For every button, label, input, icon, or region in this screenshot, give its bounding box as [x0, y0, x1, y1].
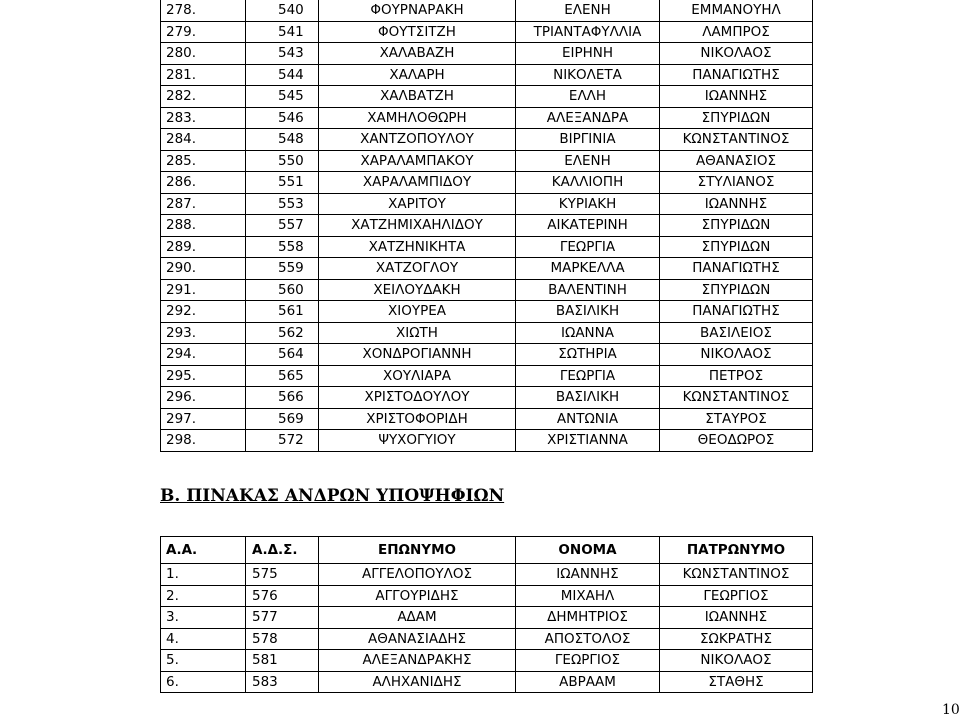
table-row [161, 430, 813, 452]
surname-cell: ΧΑΡΙΤΟΥ [319, 193, 516, 215]
table-row [161, 585, 813, 607]
registry-number-cell: 544 [246, 64, 319, 86]
first-name-cell: ΜΑΡΚΕΛΛΑ [516, 258, 660, 280]
header-father-name: ΠΑΤΡΩΝΥΜΟ [660, 537, 813, 564]
registry-number-cell: 558 [246, 236, 319, 258]
surname-cell: ΧΑΤΖΟΓΛΟΥ [319, 258, 516, 280]
table-row [161, 258, 813, 280]
surname-cell: ΧΡΙΣΤΟΔΟΥΛΟΥ [319, 387, 516, 409]
surname-cell: ΧΕΙΛΟΥΔΑΚΗ [319, 279, 516, 301]
row-number-cell: 2. [161, 585, 246, 607]
registry-number-cell: 557 [246, 215, 319, 237]
surname-cell: ΧΑΝΤΖΟΠΟΥΛΟΥ [319, 129, 516, 151]
row-number-cell: 282. [161, 86, 246, 108]
table-row [161, 43, 813, 65]
table-row [161, 107, 813, 129]
first-name-cell: ΑΠΟΣΤΟΛΟΣ [516, 628, 660, 650]
row-number-cell: 278. [161, 0, 246, 21]
registry-number-cell: 577 [246, 607, 319, 629]
row-number-cell: 293. [161, 322, 246, 344]
table-row [161, 628, 813, 650]
registry-number-cell: 562 [246, 322, 319, 344]
row-number-cell: 295. [161, 365, 246, 387]
surname-cell: ΦΟΥΤΣΙΤΖΗ [319, 21, 516, 43]
table-row [161, 129, 813, 151]
first-name-cell: ΑΝΤΩΝΙΑ [516, 408, 660, 430]
row-number-cell: 298. [161, 430, 246, 452]
father-name-cell: ΙΩΑΝΝΗΣ [660, 193, 813, 215]
first-name-cell: ΕΙΡΗΝΗ [516, 43, 660, 65]
father-name-cell: ΝΙΚΟΛΑΟΣ [660, 650, 813, 672]
row-number-cell: 281. [161, 64, 246, 86]
father-name-cell: ΚΩΝΣΤΑΝΤΙΝΟΣ [660, 387, 813, 409]
registry-number-cell: 545 [246, 86, 319, 108]
surname-cell: ΧΑΛΑΒΑΖΗ [319, 43, 516, 65]
row-number-cell: 280. [161, 43, 246, 65]
father-name-cell: ΘΕΟΔΩΡΟΣ [660, 430, 813, 452]
header-name: ΟΝΟΜΑ [516, 537, 660, 564]
surname-cell: ΨΥΧΟΓΥΙΟΥ [319, 430, 516, 452]
father-name-cell: ΙΩΑΝΝΗΣ [660, 607, 813, 629]
first-name-cell: ΕΛΕΝΗ [516, 150, 660, 172]
father-name-cell: ΛΑΜΠΡΟΣ [660, 21, 813, 43]
row-number-cell: 289. [161, 236, 246, 258]
table-row [161, 301, 813, 323]
surname-cell: ΑΘΑΝΑΣΙΑΔΗΣ [319, 628, 516, 650]
row-number-cell: 296. [161, 387, 246, 409]
father-name-cell: ΣΠΥΡΙΔΩΝ [660, 215, 813, 237]
row-number-cell: 279. [161, 21, 246, 43]
table-row [161, 193, 813, 215]
first-name-cell: ΕΛΛΗ [516, 86, 660, 108]
father-name-cell: ΣΠΥΡΙΔΩΝ [660, 107, 813, 129]
registry-number-cell: 550 [246, 150, 319, 172]
table-row [161, 215, 813, 237]
table-row [161, 365, 813, 387]
registry-number-cell: 581 [246, 650, 319, 672]
surname-cell: ΧΑΤΖΗΜΙΧΑΗΛΙΔΟΥ [319, 215, 516, 237]
first-name-cell: ΑΛΕΞΑΝΔΡΑ [516, 107, 660, 129]
father-name-cell: ΝΙΚΟΛΑΟΣ [660, 344, 813, 366]
table-row [161, 671, 813, 693]
father-name-cell: ΙΩΑΝΝΗΣ [660, 86, 813, 108]
first-name-cell: ΣΩΤΗΡΙΑ [516, 344, 660, 366]
first-name-cell: ΓΕΩΡΓΙΑ [516, 236, 660, 258]
first-name-cell: ΙΩΑΝΝΑ [516, 322, 660, 344]
registry-number-cell: 572 [246, 430, 319, 452]
table-row [161, 408, 813, 430]
registry-number-cell: 578 [246, 628, 319, 650]
father-name-cell: ΚΩΝΣΤΑΝΤΙΝΟΣ [660, 564, 813, 586]
registry-number-cell: 553 [246, 193, 319, 215]
row-number-cell: 291. [161, 279, 246, 301]
section-heading: Β. ΠΙΝΑΚΑΣ ΑΝΔΡΩΝ ΥΠΟΨΗΦΙΩΝ [160, 486, 505, 506]
registry-number-cell: 548 [246, 129, 319, 151]
first-name-cell: ΔΗΜΗΤΡΙΟΣ [516, 607, 660, 629]
table-row [161, 86, 813, 108]
row-number-cell: 3. [161, 607, 246, 629]
table-row [161, 21, 813, 43]
first-name-cell: ΒΙΡΓΙΝΙΑ [516, 129, 660, 151]
row-number-cell: 5. [161, 650, 246, 672]
father-name-cell: ΝΙΚΟΛΑΟΣ [660, 43, 813, 65]
row-number-cell: 283. [161, 107, 246, 129]
table-row [161, 322, 813, 344]
row-number-cell: 287. [161, 193, 246, 215]
registry-number-cell: 559 [246, 258, 319, 280]
row-number-cell: 294. [161, 344, 246, 366]
father-name-cell: ΓΕΩΡΓΙΟΣ [660, 585, 813, 607]
table-row [161, 650, 813, 672]
first-name-cell: ΒΑΛΕΝΤΙΝΗ [516, 279, 660, 301]
registry-number-cell: 541 [246, 21, 319, 43]
surname-cell: ΧΑΜΗΛΟΘΩΡΗ [319, 107, 516, 129]
father-name-cell: ΣΤΑΘΗΣ [660, 671, 813, 693]
candidates-table-continued [160, 0, 813, 452]
father-name-cell: ΠΕΤΡΟΣ [660, 365, 813, 387]
surname-cell: ΧΑΛΒΑΤΖΗ [319, 86, 516, 108]
table-row [161, 172, 813, 194]
first-name-cell: ΒΑΣΙΛΙΚΗ [516, 387, 660, 409]
first-name-cell: ΝΙΚΟΛΕΤΑ [516, 64, 660, 86]
father-name-cell: ΠΑΝΑΓΙΩΤΗΣ [660, 258, 813, 280]
registry-number-cell: 569 [246, 408, 319, 430]
surname-cell: ΑΓΓΟΥΡΙΔΗΣ [319, 585, 516, 607]
surname-cell: ΧΟΝΔΡΟΓΙΑΝΝΗ [319, 344, 516, 366]
table-row [161, 279, 813, 301]
row-number-cell: 292. [161, 301, 246, 323]
registry-number-cell: 543 [246, 43, 319, 65]
father-name-cell: ΚΩΝΣΤΑΝΤΙΝΟΣ [660, 129, 813, 151]
header-ads: Α.Δ.Σ. [246, 537, 319, 564]
surname-cell: ΦΟΥΡΝΑΡΑΚΗ [319, 0, 516, 21]
first-name-cell: ΜΙΧΑΗΛ [516, 585, 660, 607]
father-name-cell: ΣΠΥΡΙΔΩΝ [660, 279, 813, 301]
surname-cell: ΧΑΡΑΛΑΜΠΙΔΟΥ [319, 172, 516, 194]
surname-cell: ΧΟΥΛΙΑΡΑ [319, 365, 516, 387]
row-number-cell: 284. [161, 129, 246, 151]
registry-number-cell: 575 [246, 564, 319, 586]
surname-cell: ΧΑΡΑΛΑΜΠΑΚΟΥ [319, 150, 516, 172]
registry-number-cell: 565 [246, 365, 319, 387]
father-name-cell: ΠΑΝΑΓΙΩΤΗΣ [660, 301, 813, 323]
table-row [161, 64, 813, 86]
father-name-cell: ΣΤΥΛΙΑΝΟΣ [660, 172, 813, 194]
surname-cell: ΧΙΩΤΗ [319, 322, 516, 344]
registry-number-cell: 546 [246, 107, 319, 129]
first-name-cell: ΚΑΛΛΙΟΠΗ [516, 172, 660, 194]
row-number-cell: 4. [161, 628, 246, 650]
first-name-cell: ΤΡΙΑΝΤΑΦΥΛΛΙΑ [516, 21, 660, 43]
registry-number-cell: 561 [246, 301, 319, 323]
registry-number-cell: 583 [246, 671, 319, 693]
father-name-cell: ΣΩΚΡΑΤΗΣ [660, 628, 813, 650]
father-name-cell: ΑΘΑΝΑΣΙΟΣ [660, 150, 813, 172]
row-number-cell: 1. [161, 564, 246, 586]
father-name-cell: ΣΠΥΡΙΔΩΝ [660, 236, 813, 258]
surname-cell: ΑΛΕΞΑΝΔΡΑΚΗΣ [319, 650, 516, 672]
registry-number-cell: 560 [246, 279, 319, 301]
surname-cell: ΧΡΙΣΤΟΦΟΡΙΔΗ [319, 408, 516, 430]
table-row [161, 607, 813, 629]
first-name-cell: ΓΕΩΡΓΙΟΣ [516, 650, 660, 672]
surname-cell: ΧΑΛΑΡΗ [319, 64, 516, 86]
male-candidates-table [160, 536, 813, 693]
header-aa: Α.Α. [161, 537, 246, 564]
father-name-cell: ΣΤΑΥΡΟΣ [660, 408, 813, 430]
table-row [161, 150, 813, 172]
first-name-cell: ΕΛΕΝΗ [516, 0, 660, 21]
first-name-cell: ΙΩΑΝΝΗΣ [516, 564, 660, 586]
registry-number-cell: 576 [246, 585, 319, 607]
father-name-cell: ΒΑΣΙΛΕΙΟΣ [660, 322, 813, 344]
surname-cell: ΑΔΑΜ [319, 607, 516, 629]
row-number-cell: 286. [161, 172, 246, 194]
table-row [161, 0, 813, 21]
row-number-cell: 285. [161, 150, 246, 172]
row-number-cell: 297. [161, 408, 246, 430]
first-name-cell: ΑΙΚΑΤΕΡΙΝΗ [516, 215, 660, 237]
father-name-cell: ΕΜΜΑΝΟΥΗΛ [660, 0, 813, 21]
father-name-cell: ΠΑΝΑΓΙΩΤΗΣ [660, 64, 813, 86]
surname-cell: ΧΙΟΥΡΕΑ [319, 301, 516, 323]
registry-number-cell: 551 [246, 172, 319, 194]
table-header-row [161, 537, 813, 564]
header-surname: ΕΠΩΝΥΜΟ [319, 537, 516, 564]
first-name-cell: ΒΑΣΙΛΙΚΗ [516, 301, 660, 323]
table-row [161, 344, 813, 366]
first-name-cell: ΓΕΩΡΓΙΑ [516, 365, 660, 387]
registry-number-cell: 540 [246, 0, 319, 21]
first-name-cell: ΑΒΡΑΑΜ [516, 671, 660, 693]
row-number-cell: 6. [161, 671, 246, 693]
first-name-cell: ΧΡΙΣΤΙΑΝΝΑ [516, 430, 660, 452]
registry-number-cell: 564 [246, 344, 319, 366]
surname-cell: ΧΑΤΖΗΝΙΚΗΤΑ [319, 236, 516, 258]
row-number-cell: 290. [161, 258, 246, 280]
page-number: 10 [942, 702, 960, 718]
table-row [161, 236, 813, 258]
row-number-cell: 288. [161, 215, 246, 237]
registry-number-cell: 566 [246, 387, 319, 409]
first-name-cell: ΚΥΡΙΑΚΗ [516, 193, 660, 215]
table-row [161, 564, 813, 586]
table-row [161, 387, 813, 409]
surname-cell: ΑΓΓΕΛΟΠΟΥΛΟΣ [319, 564, 516, 586]
surname-cell: ΑΛΗΧΑΝΙΔΗΣ [319, 671, 516, 693]
